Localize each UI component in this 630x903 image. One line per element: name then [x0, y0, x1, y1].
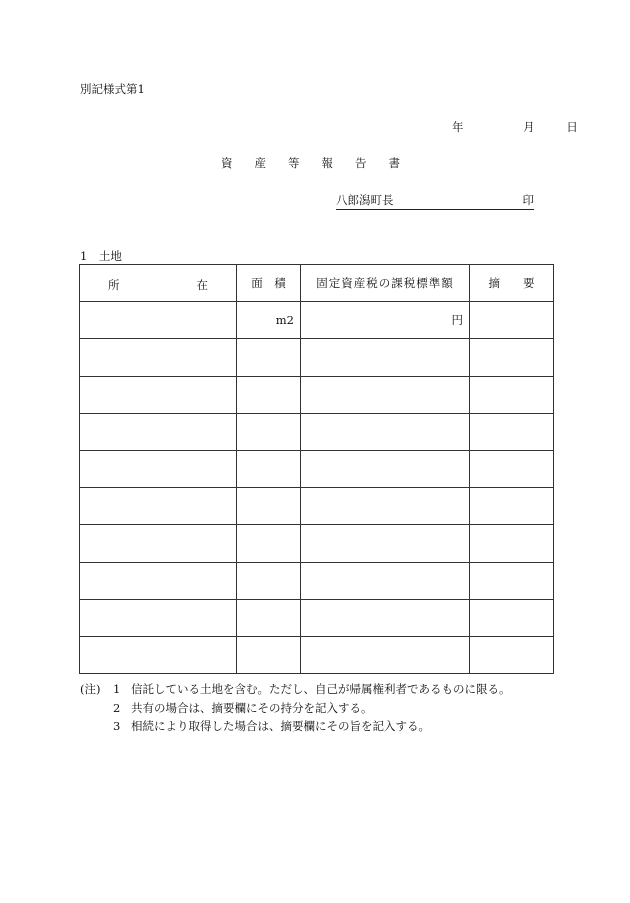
cell-location[interactable]	[80, 339, 237, 376]
note-text: 信託している土地を含む。ただし、自己が帰属権利者であるものに限る。	[131, 682, 511, 696]
header-area: 面 積	[237, 265, 301, 302]
date-day: 日	[566, 120, 578, 134]
note-text: 共有の場合は、摘要欄にその持分を記入する。	[131, 700, 373, 715]
cell-location[interactable]	[80, 413, 237, 450]
cell-remarks[interactable]	[470, 413, 554, 450]
table-row	[80, 413, 554, 450]
cell-remarks[interactable]	[470, 450, 554, 487]
table-row	[80, 636, 554, 673]
cell-area[interactable]	[237, 562, 301, 599]
header-location-a: 所	[108, 278, 120, 292]
document-title: 資産等報告書	[221, 156, 422, 170]
cell-remarks[interactable]	[470, 636, 554, 673]
table-row	[80, 339, 554, 376]
section-heading: 1 土地	[80, 249, 122, 263]
note-num: 1	[113, 682, 121, 696]
date-line	[452, 119, 578, 135]
cell-tax-base[interactable]	[301, 339, 470, 376]
addressee-line	[336, 192, 534, 210]
cell-area[interactable]	[237, 450, 301, 487]
table-row	[80, 599, 554, 636]
cell-location[interactable]	[80, 376, 237, 413]
cell-location[interactable]	[80, 302, 237, 339]
note-3	[80, 717, 511, 736]
table-row	[80, 488, 554, 525]
cell-location[interactable]	[80, 562, 237, 599]
cell-location[interactable]	[80, 488, 237, 525]
table-row	[80, 562, 554, 599]
cell-tax-base[interactable]	[301, 488, 470, 525]
cell-remarks[interactable]	[470, 302, 554, 339]
note-2	[80, 699, 511, 718]
cell-remarks[interactable]	[470, 599, 554, 636]
notes-label: (注)	[80, 682, 101, 696]
land-table	[79, 264, 554, 674]
table-row	[80, 450, 554, 487]
cell-location[interactable]	[80, 599, 237, 636]
cell-area[interactable]	[237, 376, 301, 413]
note-num: 3	[113, 719, 121, 733]
cell-tax-base[interactable]	[301, 636, 470, 673]
table-row	[80, 376, 554, 413]
addressee-name: 八郎潟町長	[336, 193, 394, 207]
cell-remarks[interactable]	[470, 339, 554, 376]
cell-tax-base[interactable]	[301, 562, 470, 599]
cell-area[interactable]: m2	[237, 302, 301, 339]
cell-tax-base[interactable]	[301, 599, 470, 636]
form-id: 別記様式第1	[80, 82, 145, 96]
cell-area[interactable]	[237, 525, 301, 562]
cell-area[interactable]	[237, 636, 301, 673]
date-year: 年	[452, 120, 464, 134]
cell-remarks[interactable]	[470, 525, 554, 562]
cell-location[interactable]	[80, 450, 237, 487]
note-num: 2	[113, 700, 121, 715]
cell-tax-base[interactable]	[301, 376, 470, 413]
cell-location[interactable]	[80, 525, 237, 562]
table-row	[80, 525, 554, 562]
cell-remarks[interactable]	[470, 488, 554, 525]
cell-area[interactable]	[237, 599, 301, 636]
notes	[80, 680, 511, 736]
cell-area[interactable]	[237, 488, 301, 525]
cell-tax-base[interactable]: 円	[301, 302, 470, 339]
table-header-row	[80, 265, 554, 302]
cell-tax-base[interactable]	[301, 525, 470, 562]
header-remarks: 摘 要	[470, 265, 554, 302]
cell-location[interactable]	[80, 636, 237, 673]
header-location-b: 在	[196, 278, 208, 292]
header-tax-base: 固定資産税の課税標準額	[301, 265, 470, 302]
seal-mark: 印	[522, 193, 534, 207]
note-text: 相続により取得した場合は、摘要欄にその旨を記入する。	[131, 719, 430, 733]
cell-area[interactable]	[237, 339, 301, 376]
cell-tax-base[interactable]	[301, 450, 470, 487]
header-location	[80, 265, 237, 302]
date-month: 月	[523, 120, 535, 134]
cell-tax-base[interactable]	[301, 413, 470, 450]
cell-remarks[interactable]	[470, 376, 554, 413]
cell-area[interactable]	[237, 413, 301, 450]
cell-remarks[interactable]	[470, 562, 554, 599]
table-row	[80, 302, 554, 339]
note-1	[80, 680, 511, 699]
